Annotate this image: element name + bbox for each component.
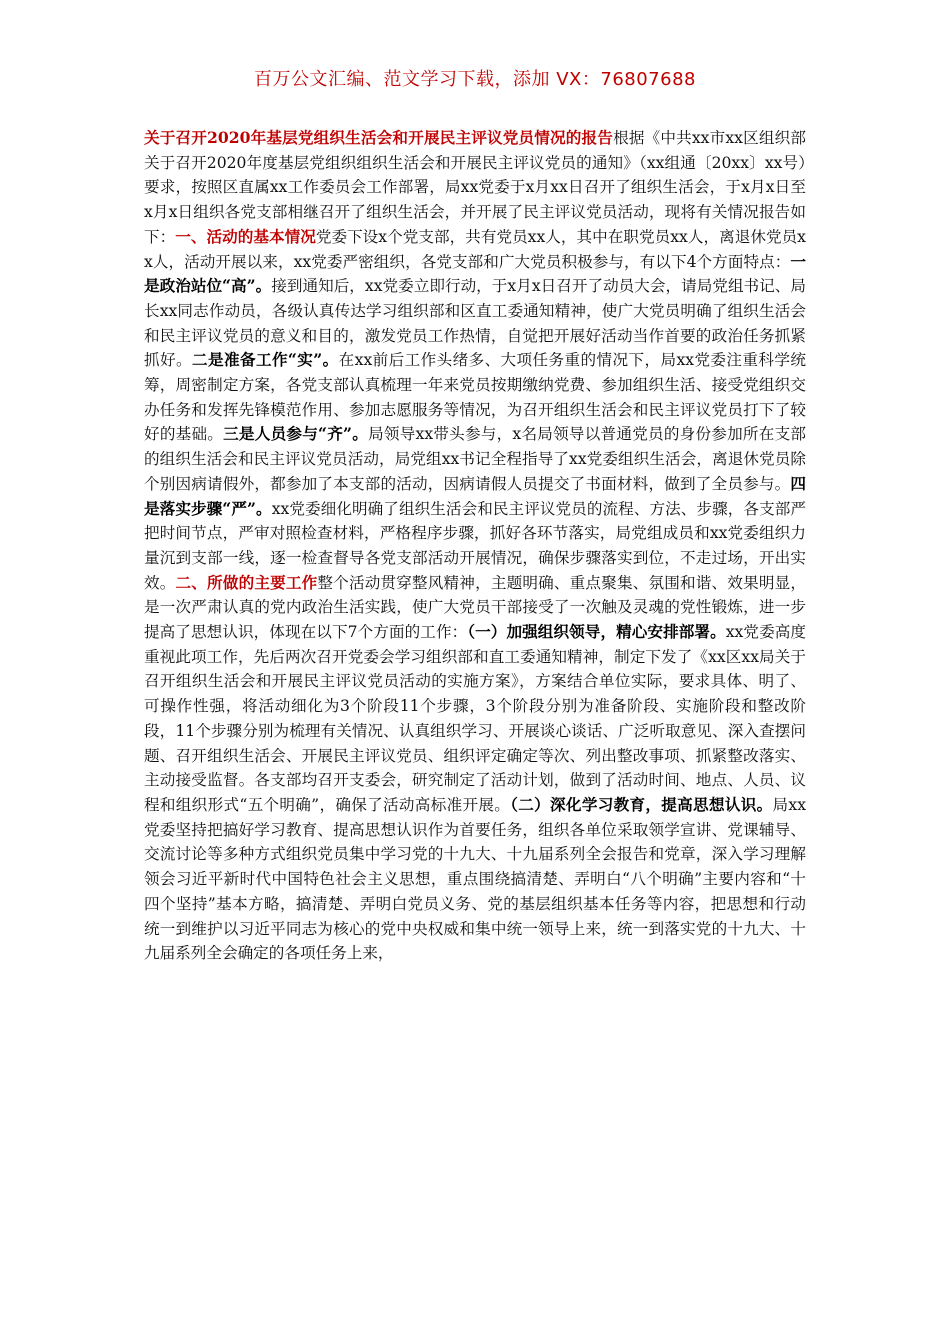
point-2-text: 在xx前后工作头绪多、大项任务重的情况下，局xx党委注重科学统筹，周密制定方案，各党支部认真梳理一年来党员按期缴纳党费、参加组织生活、接受党组织交办任务和发挥先锋模范作用、参加志愿服务等情况，为召开组织生活会和民主评议党员打下了较好的基础。 bbox=[144, 351, 806, 444]
point-1-text: 接到通知后，xx党委立即行动，于x月x日召开了动员大会，请局党组书记、局长xx同志作动员，各级认真传达学习组织部和区直工委通知精神，使广大党员明确了组织生活会和民主评议党员的意义和目的，激发党员工作热情，自觉把开展好活动当作首要的政治任务抓紧抓好。 bbox=[144, 277, 806, 370]
section-heading-2: 二、所做的主要工作 bbox=[175, 572, 318, 592]
intro-paragraph: 根据《中共xx市xx区组织部关于召开2020年度基层党组织组织生活会和开展民主评议党员的通知》（xx组通〔20xx〕xx号）要求，按照区直属xx工作委员会工作部署，局xx党委于x月xx日召开了组织生活会，于x月x日至x月x日组织各党支部相继召开了组织生活会，并开展了民主评议党员活动，现将有关情况报告如下： bbox=[144, 129, 806, 246]
section-1-intro: 党委下设x个党支部，共有党员xx人，其中在职党员xx人，离退休党员xx人，活动开展以来，xx党委严密组织，各党支部和广大党员积极参与，有以下4个方面特点： bbox=[144, 227, 806, 271]
point-3-title: 三是人员参与“齐”。 bbox=[223, 424, 369, 444]
header-banner: 百万公文汇编、范文学习下载，添加 VX：76807688 bbox=[254, 69, 696, 90]
section-heading-1: 一、活动的基本情况 bbox=[175, 226, 316, 246]
point-4-text: xx党委细化明确了组织生活会和民主评议党员的流程、方法、步骤，各支部严把时间节点，严审对照检查材料，严格程序步骤，抓好各环节落实，局党组成员和xx党委组织力量沉到支部一线，逐一检查督导各党支部活动开展情况，确保步骤落实到位，不走过场，开出实效。 bbox=[144, 499, 806, 592]
work-2-title: （二）深化学习教育，提高思想认识。 bbox=[510, 794, 773, 814]
work-1-title: （一）加强组织领导，精心安排部署。 bbox=[467, 622, 726, 642]
point-3-text: 局领导xx带头参与，x名局领导以普通党员的身份参加所在支部的组织生活会和民主评议党员活动，局党组xx书记全程指导了xx党委组织生活会，离退休党员除个别因病请假外，都参加了本支部的活动，因病请假人员提交了书面材料，做到了全员参与。 bbox=[144, 425, 806, 493]
point-4-title: 四是落实步骤“严”。 bbox=[144, 473, 806, 518]
section-2-intro: 整个活动贯穿整风精神，主题明确、重点聚集、氛围和谐、效果明显，是一次严肃认真的党内政治生活实践，使广大党员干部接受了一次触及灵魂的党性锻炼，进一步提高了思想认识，体现在以下7个方面的工作： bbox=[144, 573, 806, 642]
work-1-text: xx党委高度重视此项工作，先后两次召开党委会学习组织部和直工委通知精神，制定下发了《xx区xx局关于召开组织生活会和开展民主评议党员活动的实施方案》，方案结合单位实际，要求具体、明了、可操作性强，将活动细化为3个阶段11个步骤，3个阶段分别为准备阶段、实施阶段和整改阶段，11个步骤分别为梳理有关情况、认真组织学习、开展谈心谈话、广泛听取意见、深入查摆问题、召开组织生活会、开展民主评议党员、组织评定确定等次、列出整改事项、抓紧整改落实、主动接受监督。各支部均召开支委会，研究制定了活动计划，做到了活动时间、地点、人员、议程和组织形式“五个明确”，确保了活动高标准开展。 bbox=[144, 623, 806, 814]
document-title: 关于召开2020年基层党组织生活会和开展民主评议党员情况的报告 bbox=[144, 128, 614, 147]
point-1-title: 一是政治站位“高”。 bbox=[144, 251, 806, 296]
work-2-text: 局xx党委坚持把搞好学习教育、提高思想认识作为首要任务，组织各单位采取领学宣讲、党课辅导、交流讨论等多种方式组织党员集中学习党的十九大、十九届系列全会报告和党章，深入学习理解领会习近平新时代中国特色社会主义思想，重点围绕搞清楚、弄明白“八个明确”主要内容和“十四个坚持”基本方略，搞清楚、弄明白党员义务、党的基层组织基本任务等内容，把思想和行动统一到维护以习近平同志为核心的党中央权威和集中统一领导上来，统一到落实党的十九大、十九届系列全会确定的各项任务上来， bbox=[144, 795, 806, 963]
document-body bbox=[144, 126, 806, 966]
point-2-title: 二是准备工作“实”。 bbox=[191, 350, 339, 370]
